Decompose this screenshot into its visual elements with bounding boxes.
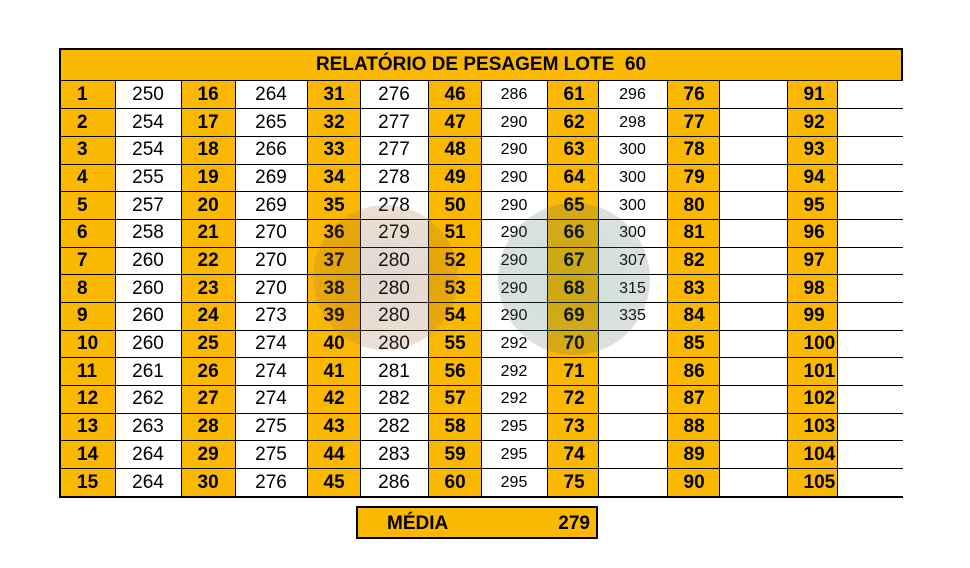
- lot-number-cell: 49: [428, 164, 481, 192]
- average-value: 279: [558, 513, 590, 534]
- lot-number-cell: 65: [547, 192, 598, 220]
- weight-cell: 276: [360, 81, 428, 109]
- weight-cell: 264: [115, 469, 181, 497]
- lot-number-cell: 79: [667, 164, 719, 192]
- weight-cell: [719, 192, 787, 220]
- lot-number-cell: 68: [547, 275, 598, 303]
- lot-number-cell: 63: [547, 136, 598, 164]
- lot-number-cell: 98: [787, 275, 837, 303]
- weight-cell: [837, 247, 903, 275]
- weight-cell: 300: [598, 136, 667, 164]
- weight-cell: [719, 247, 787, 275]
- average-box: [356, 506, 598, 539]
- lot-number-cell: 80: [667, 192, 719, 220]
- lot-number-cell: 25: [181, 330, 235, 358]
- weight-cell: [598, 330, 667, 358]
- lot-number-cell: 73: [547, 413, 598, 441]
- lot-number-cell: 72: [547, 386, 598, 414]
- lot-number-cell: 71: [547, 358, 598, 386]
- weight-cell: 274: [235, 358, 307, 386]
- weight-cell: [837, 275, 903, 303]
- lot-number-cell: 75: [547, 469, 598, 497]
- weight-cell: [837, 164, 903, 192]
- weight-cell: 290: [481, 109, 547, 137]
- weight-cell: [837, 386, 903, 414]
- weight-cell: 275: [235, 413, 307, 441]
- lot-number-cell: 105: [787, 469, 837, 497]
- lot-number-cell: 24: [181, 303, 235, 331]
- lot-number-cell: 43: [307, 413, 360, 441]
- lot-number-cell: 11: [61, 358, 115, 386]
- lot-number-cell: 90: [667, 469, 719, 497]
- weight-cell: [719, 275, 787, 303]
- table-row: [61, 386, 903, 414]
- weight-cell: 261: [115, 358, 181, 386]
- weight-cell: [719, 413, 787, 441]
- lot-number-cell: 4: [61, 164, 115, 192]
- lot-number-cell: 8: [61, 275, 115, 303]
- lot-number-cell: 74: [547, 441, 598, 469]
- lot-number-cell: 69: [547, 303, 598, 331]
- weight-cell: 260: [115, 275, 181, 303]
- weight-cell: 307: [598, 247, 667, 275]
- lot-number-cell: 36: [307, 219, 360, 247]
- table-row: [61, 192, 903, 220]
- weight-cell: 290: [481, 192, 547, 220]
- table-row: [61, 413, 903, 441]
- table-row: [61, 219, 903, 247]
- lot-number-cell: 51: [428, 219, 481, 247]
- lot-number-cell: 15: [61, 469, 115, 497]
- lot-number-cell: 13: [61, 413, 115, 441]
- weight-cell: 290: [481, 136, 547, 164]
- lot-number-cell: 37: [307, 247, 360, 275]
- weight-cell: [837, 303, 903, 331]
- weight-cell: [719, 81, 787, 109]
- table-row: [61, 441, 903, 469]
- lot-number-cell: 20: [181, 192, 235, 220]
- lot-number-cell: 94: [787, 164, 837, 192]
- weight-cell: 279: [360, 219, 428, 247]
- weight-cell: 266: [235, 136, 307, 164]
- weight-cell: 262: [115, 386, 181, 414]
- lot-number-cell: 17: [181, 109, 235, 137]
- weight-cell: 278: [360, 192, 428, 220]
- weight-cell: 315: [598, 275, 667, 303]
- weight-cell: 296: [598, 81, 667, 109]
- lot-number-cell: 39: [307, 303, 360, 331]
- weight-cell: 264: [115, 441, 181, 469]
- lot-number-cell: 52: [428, 247, 481, 275]
- lot-number-cell: 58: [428, 413, 481, 441]
- lot-number-cell: 76: [667, 81, 719, 109]
- table-row: [61, 330, 903, 358]
- weight-cell: 295: [481, 413, 547, 441]
- table-row: [61, 109, 903, 137]
- lot-number-cell: 3: [61, 136, 115, 164]
- lot-number-cell: 64: [547, 164, 598, 192]
- lot-number-cell: 30: [181, 469, 235, 497]
- lot-number-cell: 67: [547, 247, 598, 275]
- weight-cell: 280: [360, 247, 428, 275]
- weight-cell: 283: [360, 441, 428, 469]
- lot-number-cell: 34: [307, 164, 360, 192]
- weight-cell: [719, 219, 787, 247]
- lot-number-cell: 38: [307, 275, 360, 303]
- lot-number-cell: 7: [61, 247, 115, 275]
- lot-number-cell: 2: [61, 109, 115, 137]
- lot-number-cell: 14: [61, 441, 115, 469]
- lot-number-cell: 95: [787, 192, 837, 220]
- weight-cell: 290: [481, 164, 547, 192]
- weight-cell: [837, 219, 903, 247]
- weighing-report: [59, 48, 903, 498]
- weight-cell: [598, 358, 667, 386]
- report-title: RELATÓRIO DE PESAGEM LOTE 60: [315, 54, 647, 75]
- lot-number-cell: 89: [667, 441, 719, 469]
- lot-number-cell: 100: [787, 330, 837, 358]
- weight-cell: 276: [235, 469, 307, 497]
- lot-number-cell: 77: [667, 109, 719, 137]
- lot-number-cell: 54: [428, 303, 481, 331]
- lot-number-cell: 103: [787, 413, 837, 441]
- lot-number-cell: 42: [307, 386, 360, 414]
- report-title-bar: [61, 50, 901, 81]
- weight-cell: [719, 303, 787, 331]
- lot-number-cell: 26: [181, 358, 235, 386]
- lot-number-cell: 93: [787, 136, 837, 164]
- lot-number-cell: 82: [667, 247, 719, 275]
- weight-cell: [719, 386, 787, 414]
- weight-cell: [719, 109, 787, 137]
- weight-cell: 295: [481, 469, 547, 497]
- weight-cell: 300: [598, 219, 667, 247]
- weight-cell: 270: [235, 247, 307, 275]
- weight-cell: 269: [235, 164, 307, 192]
- table-row: [61, 275, 903, 303]
- weight-cell: [837, 109, 903, 137]
- weight-cell: [837, 441, 903, 469]
- weight-cell: 280: [360, 330, 428, 358]
- lot-number-cell: 61: [547, 81, 598, 109]
- weight-cell: [719, 164, 787, 192]
- weight-cell: 278: [360, 164, 428, 192]
- lot-number-cell: 29: [181, 441, 235, 469]
- lot-number-cell: 99: [787, 303, 837, 331]
- weight-cell: 292: [481, 358, 547, 386]
- lot-number-cell: 88: [667, 413, 719, 441]
- weight-cell: 260: [115, 303, 181, 331]
- table-row: [61, 469, 903, 497]
- lot-number-cell: 70: [547, 330, 598, 358]
- weight-cell: 273: [235, 303, 307, 331]
- lot-number-cell: 60: [428, 469, 481, 497]
- weight-cell: 335: [598, 303, 667, 331]
- weight-cell: 280: [360, 303, 428, 331]
- weight-cell: 292: [481, 386, 547, 414]
- lot-number-cell: 48: [428, 136, 481, 164]
- lot-number-cell: 45: [307, 469, 360, 497]
- lot-number-cell: 53: [428, 275, 481, 303]
- lot-number-cell: 18: [181, 136, 235, 164]
- lot-number-cell: 104: [787, 441, 837, 469]
- weight-cell: [719, 136, 787, 164]
- weight-cell: 263: [115, 413, 181, 441]
- lot-number-cell: 5: [61, 192, 115, 220]
- weight-cell: 295: [481, 441, 547, 469]
- weight-cell: [837, 136, 903, 164]
- lot-number-cell: 57: [428, 386, 481, 414]
- weight-cell: 300: [598, 192, 667, 220]
- weight-cell: 254: [115, 136, 181, 164]
- weight-cell: 254: [115, 109, 181, 137]
- lot-number-cell: 96: [787, 219, 837, 247]
- weight-cell: [598, 469, 667, 497]
- lot-number-cell: 9: [61, 303, 115, 331]
- weight-cell: [837, 81, 903, 109]
- table-row: [61, 136, 903, 164]
- weight-cell: [719, 441, 787, 469]
- weight-cell: [837, 358, 903, 386]
- weight-cell: [719, 330, 787, 358]
- lot-number-cell: 91: [787, 81, 837, 109]
- weight-cell: 300: [598, 164, 667, 192]
- lot-number-cell: 101: [787, 358, 837, 386]
- lot-number-cell: 31: [307, 81, 360, 109]
- weight-cell: [837, 192, 903, 220]
- lot-number-cell: 62: [547, 109, 598, 137]
- weight-cell: [837, 469, 903, 497]
- lot-number-cell: 41: [307, 358, 360, 386]
- weight-cell: [598, 386, 667, 414]
- lot-number-cell: 32: [307, 109, 360, 137]
- lot-number-cell: 92: [787, 109, 837, 137]
- table-row: [61, 164, 903, 192]
- weight-cell: 298: [598, 109, 667, 137]
- lot-number-cell: 85: [667, 330, 719, 358]
- weight-cell: [719, 469, 787, 497]
- weight-cell: 290: [481, 303, 547, 331]
- lot-number-cell: 16: [181, 81, 235, 109]
- weight-cell: 260: [115, 247, 181, 275]
- lot-number-cell: 35: [307, 192, 360, 220]
- lot-number-cell: 50: [428, 192, 481, 220]
- weight-cell: 282: [360, 386, 428, 414]
- lot-number-cell: 47: [428, 109, 481, 137]
- average-label: MÉDIA: [387, 513, 449, 534]
- lot-number-cell: 78: [667, 136, 719, 164]
- weight-cell: 260: [115, 330, 181, 358]
- lot-number-cell: 23: [181, 275, 235, 303]
- weighing-table: [61, 81, 903, 496]
- lot-number-cell: 56: [428, 358, 481, 386]
- weight-cell: 258: [115, 219, 181, 247]
- lot-number-cell: 27: [181, 386, 235, 414]
- lot-number-cell: 102: [787, 386, 837, 414]
- lot-number-cell: 81: [667, 219, 719, 247]
- lot-number-cell: 87: [667, 386, 719, 414]
- lot-number-cell: 83: [667, 275, 719, 303]
- table-row: [61, 247, 903, 275]
- weight-cell: 265: [235, 109, 307, 137]
- lot-number-cell: 97: [787, 247, 837, 275]
- weight-cell: 282: [360, 413, 428, 441]
- weight-cell: [598, 441, 667, 469]
- weight-cell: 277: [360, 136, 428, 164]
- table-row: [61, 81, 903, 109]
- weight-cell: 275: [235, 441, 307, 469]
- weight-cell: 264: [235, 81, 307, 109]
- lot-number-cell: 19: [181, 164, 235, 192]
- table-row: [61, 303, 903, 331]
- weight-cell: 277: [360, 109, 428, 137]
- lot-number-cell: 84: [667, 303, 719, 331]
- weight-cell: 281: [360, 358, 428, 386]
- lot-number-cell: 28: [181, 413, 235, 441]
- weight-cell: 274: [235, 386, 307, 414]
- weight-cell: [598, 413, 667, 441]
- lot-number-cell: 1: [61, 81, 115, 109]
- weight-cell: 255: [115, 164, 181, 192]
- table-row: [61, 358, 903, 386]
- weight-cell: [719, 358, 787, 386]
- weight-cell: 270: [235, 275, 307, 303]
- lot-number-cell: 46: [428, 81, 481, 109]
- lot-number-cell: 66: [547, 219, 598, 247]
- weight-cell: 269: [235, 192, 307, 220]
- weight-cell: 290: [481, 247, 547, 275]
- lot-number-cell: 21: [181, 219, 235, 247]
- lot-number-cell: 86: [667, 358, 719, 386]
- weight-cell: 257: [115, 192, 181, 220]
- weight-cell: 286: [360, 469, 428, 497]
- lot-number-cell: 59: [428, 441, 481, 469]
- weight-cell: 290: [481, 219, 547, 247]
- lot-number-cell: 6: [61, 219, 115, 247]
- lot-number-cell: 44: [307, 441, 360, 469]
- lot-number-cell: 12: [61, 386, 115, 414]
- weight-cell: 274: [235, 330, 307, 358]
- weight-cell: 270: [235, 219, 307, 247]
- lot-number-cell: 22: [181, 247, 235, 275]
- lot-number-cell: 40: [307, 330, 360, 358]
- weight-cell: 280: [360, 275, 428, 303]
- lot-number-cell: 10: [61, 330, 115, 358]
- weight-cell: 290: [481, 275, 547, 303]
- weight-cell: 292: [481, 330, 547, 358]
- weight-cell: [837, 330, 903, 358]
- lot-number-cell: 33: [307, 136, 360, 164]
- weight-cell: [837, 413, 903, 441]
- weight-cell: 250: [115, 81, 181, 109]
- weight-cell: 286: [481, 81, 547, 109]
- lot-number-cell: 55: [428, 330, 481, 358]
